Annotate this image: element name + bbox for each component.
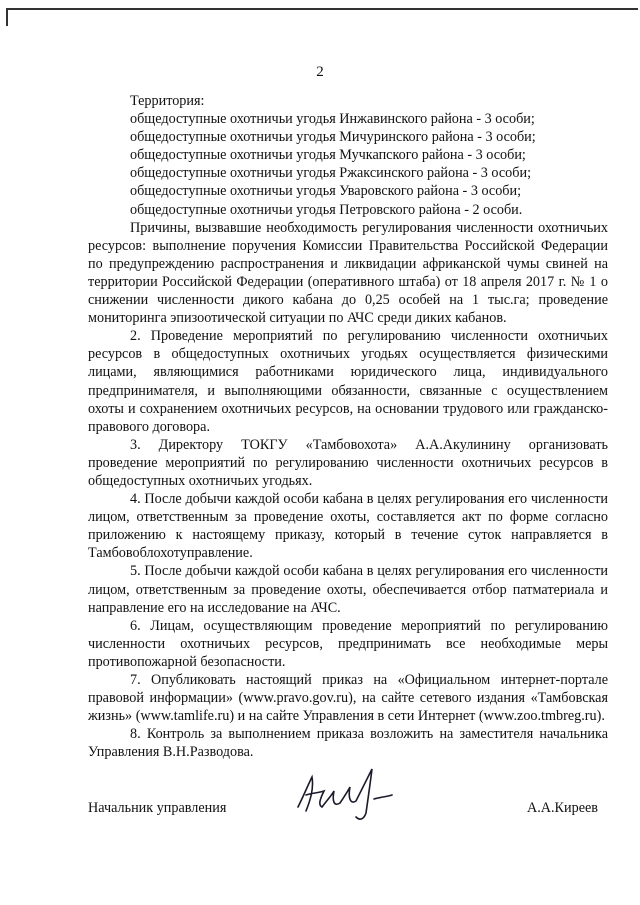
paragraph-2: 2. Проведение мероприятий по регулированию численности охотничьих ресурсов в общедоступных охотничьих угодьях осуществляется физическими лицами, являющимися работниками юридического лица, индивидуального предпринимателя, и выполняющими обязанности, связанные с осуществлением охоты и сохранением охотничьих ресурсов, на основании трудового или гражданско-правового договора. <box>88 328 608 435</box>
signature-block <box>88 800 608 820</box>
territory-line: общедоступные охотничьи угодья Ржаксинского района - 3 особи; <box>130 165 532 182</box>
paragraph-reasons: Причины, вызвавшие необходимость регулирования численности охотничьих ресурсов: выполнение поручения Комиссии Правительства Российской Федерации по предупреждению распространения и ликвидации африканской чумы свиней на территории Российской Федерации (оперативного штаба) от 18 апреля 2017 г. № 1 о снижении численности дикого кабана до 0,25 особей на 1 тыс.га; проведение мониторинга эпизоотической ситуации по АЧС среди диких кабанов. <box>88 219 608 327</box>
page-number: 2 <box>316 64 324 80</box>
paragraph-3: 3. Директору ТОКГУ «Тамбовохота» А.А.Акулинину организовать проведение мероприятий по регулированию численности охотничьих ресурсов в общедоступных охотничьих угодьях. <box>88 436 608 489</box>
paragraph-5: 5. После добычи каждой особи кабана в целях регулирования его численности лицом, ответственным за проведение охоты, обеспечивается отбор патматериала и направление его на исследование на АЧС. <box>88 563 608 616</box>
scan-corner <box>6 8 8 26</box>
paragraph-6: 6. Лицам, осуществляющим проведение мероприятий по регулированию численности охотничьих ресурсов, предпринимать все необходимые меры противопожарной безопасности. <box>88 617 608 670</box>
signer-name: А.А.Киреев <box>526 800 598 816</box>
territory-line: общедоступные охотничьи угодья Инжавинского района - 3 особи; <box>130 111 535 128</box>
paragraph-4: 4. После добычи каждой особи кабана в целях регулирования его численности лицом, ответственным за проведение охоты, составляется акт по форме согласно приложению к настоящему приказу, который в течение суток направляется в Тамбовоблохотуправление. <box>88 491 608 562</box>
territory-line: общедоступные охотничьи угодья Мучкапского района - 3 особи; <box>130 147 526 164</box>
territory-line: общедоступные охотничьи угодья Мичуринского района - 3 особи; <box>130 129 536 146</box>
territory-label: Территория: <box>130 93 205 109</box>
scan-border <box>6 8 638 14</box>
paragraph-8: 8. Контроль за выполнением приказа возложить на заместителя начальника Управления В.Н.Разводова. <box>88 726 608 761</box>
signer-position: Начальник управления <box>88 800 227 816</box>
paragraph-7: 7. Опубликовать настоящий приказ на «Официальном интернет-портале правовой информации» (www.pravo.gov.ru), на сайте сетевого издания «Тамбовская жизнь» (www.tamlife.ru) и на сайте Управления в сети Интернет (www.zoo.tmbreg.ru). <box>88 672 608 725</box>
territory-line: общедоступные охотничьи угодья Петровского района - 2 особи. <box>130 201 523 218</box>
document-body <box>88 92 608 761</box>
territory-line: общедоступные охотничьи угодья Уваровского района - 3 особи; <box>130 183 522 200</box>
